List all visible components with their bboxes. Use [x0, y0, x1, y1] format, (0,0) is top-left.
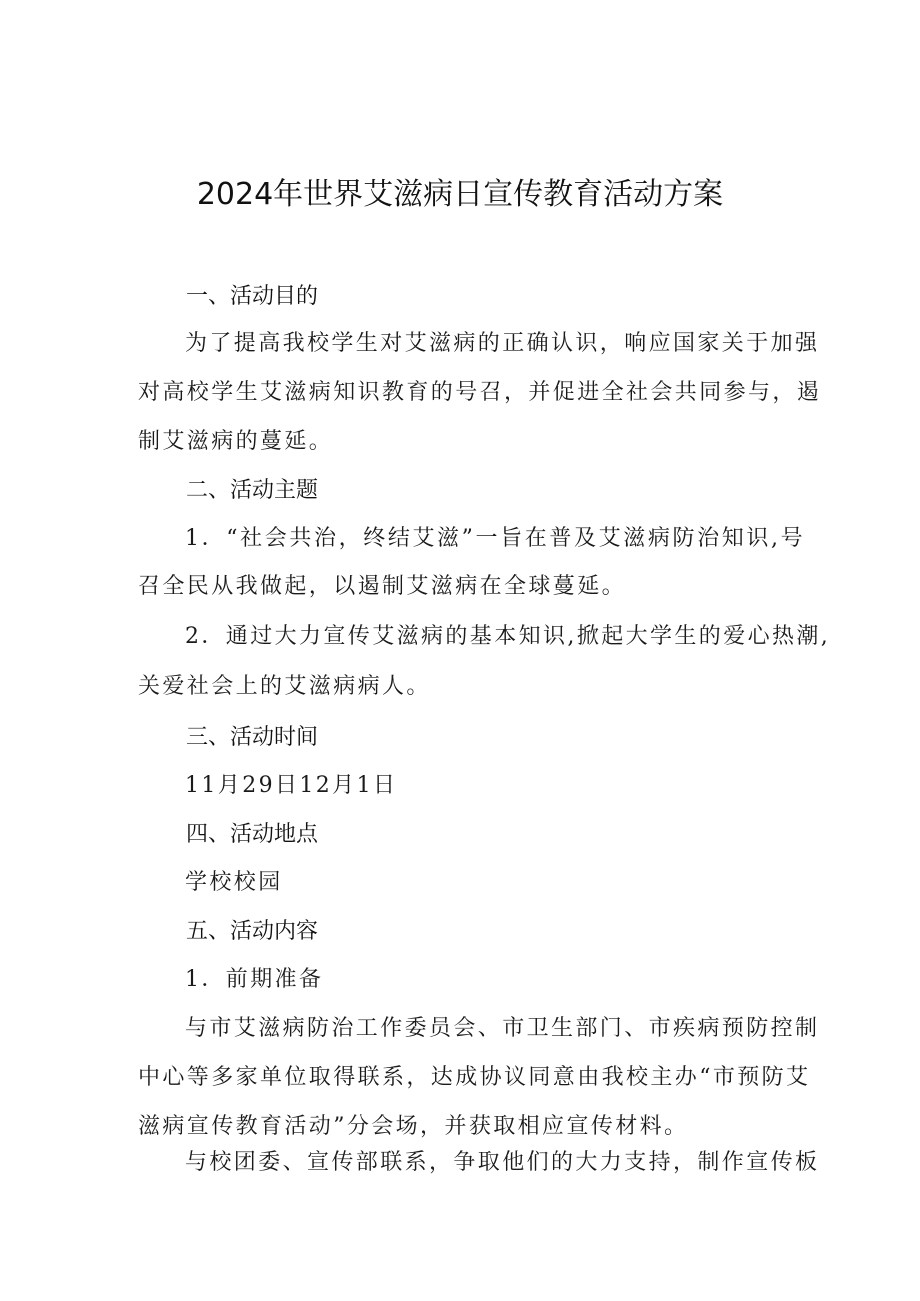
event-location: 学校校园 [185, 870, 283, 895]
paragraph-line: 关爱社会上的艾滋病病人。 [138, 674, 431, 699]
paragraph-line: 制艾滋病的蔓延。 [138, 429, 334, 454]
paragraph-line: 对高校学生艾滋病知识教育的号召，并促进全社会共同参与，遏 [138, 380, 822, 405]
paragraph-line: 滋病宣传教育活动”分会场，并获取相应宣传材料。 [138, 1114, 689, 1139]
section-heading-location: 四、活动地点 [186, 822, 319, 847]
section-heading-time: 三、活动时间 [186, 725, 319, 750]
paragraph-line: 与市艾滋病防治工作委员会、市卫生部门、市疾病预防控制 [185, 1016, 820, 1041]
event-date: 11月29日12月1日 [185, 773, 398, 798]
section-heading-purpose: 一、活动目的 [186, 284, 319, 309]
paragraph-line: 1．“社会共治，终结艾滋”一旨在普及艾滋病防治知识,号 [185, 526, 805, 551]
document-title: 2024年世界艾滋病日宣传教育活动方案 [196, 177, 724, 212]
subsection-title: 1．前期准备 [185, 967, 324, 992]
paragraph-line: 2．通过大力宣传艾滋病的基本知识,掀起大学生的爱心热潮, [185, 624, 831, 649]
paragraph-line: 中心等多家单位取得联系，达成协议同意由我校主办“市预防艾 [138, 1065, 811, 1090]
paragraph-line: 召全民从我做起，以遏制艾滋病在全球蔓延。 [138, 574, 627, 599]
section-heading-theme: 二、活动主题 [186, 478, 319, 503]
paragraph-line: 与校团委、宣传部联系，争取他们的大力支持，制作宣传板 [185, 1150, 820, 1175]
paragraph-line: 为了提高我校学生对艾滋病的正确认识，响应国家关于加强 [185, 331, 820, 356]
section-heading-content: 五、活动内容 [186, 919, 319, 944]
